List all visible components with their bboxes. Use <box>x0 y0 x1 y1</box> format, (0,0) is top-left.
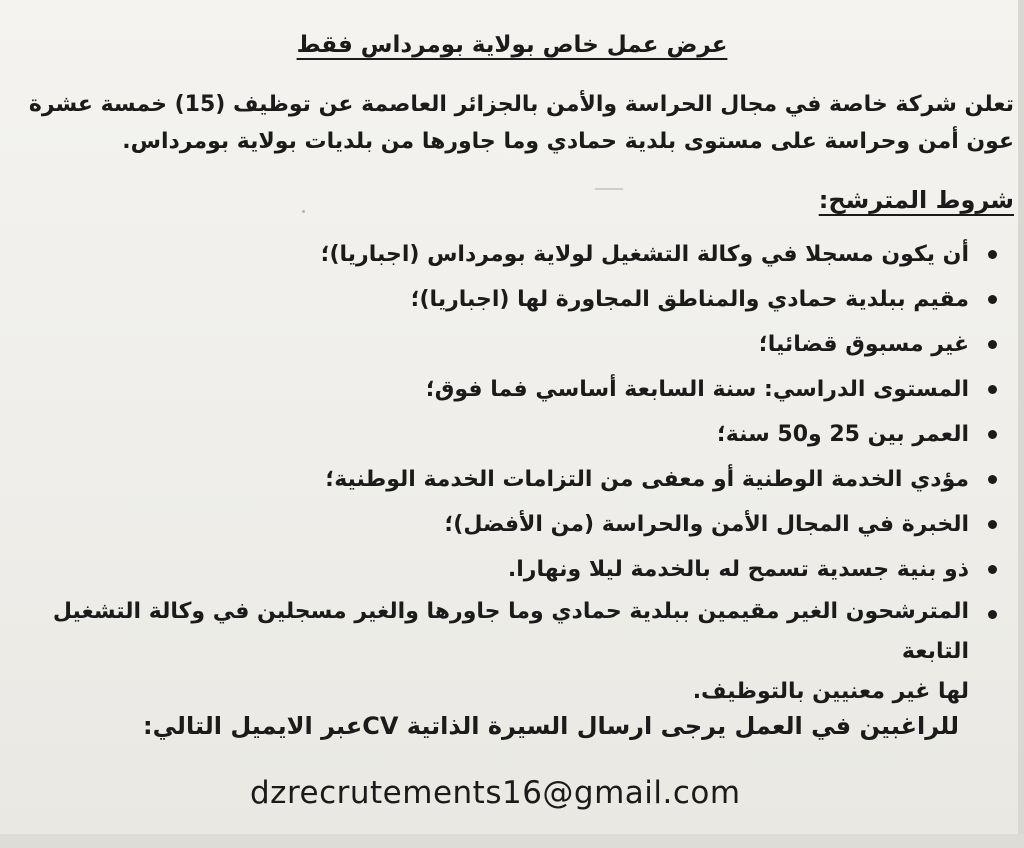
bullet-icon <box>988 520 997 529</box>
condition-text: أن يكون مسجلا في وكالة التشغيل لولاية بومرداس (اجباريا)؛ <box>320 242 969 267</box>
list-item <box>9 367 969 412</box>
condition-text: العمر بين 25 و50 سنة؛ <box>716 422 969 447</box>
bullet-icon <box>988 250 997 259</box>
bullet-icon <box>988 610 997 619</box>
apply-instructions: للراغبين في العمل يرجى ارسال السيرة الذاتية CVعبر الايميل التالي: <box>143 712 959 740</box>
page-bottom-shadow <box>0 834 1024 848</box>
condition-text: غير مسبوق قضائيا؛ <box>758 332 969 357</box>
condition-text: المستوى الدراسي: سنة السابعة أساسي فما فوق؛ <box>425 377 969 402</box>
list-item <box>9 547 969 592</box>
condition-text: المترشحون الغير مقيمين ببلدية حمادي وما جاورها والغير مسجلين في وكالة التشغيل التابعة <box>52 599 969 664</box>
list-item <box>9 502 969 547</box>
condition-text: الخبرة في المجال الأمن والحراسة (من الأفضل)؛ <box>444 512 969 537</box>
intro-paragraph <box>14 86 1014 160</box>
scan-artifact <box>302 210 305 213</box>
scan-artifact <box>595 188 623 190</box>
list-item <box>9 322 969 367</box>
page-edge-shadow <box>1018 0 1024 848</box>
list-item <box>9 277 969 322</box>
bullet-icon <box>988 475 997 484</box>
list-item <box>9 592 969 712</box>
list-item <box>9 412 969 457</box>
intro-line-1: تعلن شركة خاصة في مجال الحراسة والأمن بالجزائر العاصمة عن توظيف (15) خمسة عشرة <box>28 92 1014 117</box>
condition-text: مقيم ببلدية حمادي والمناطق المجاورة لها (اجباريا)؛ <box>410 287 969 312</box>
bullet-icon <box>988 295 997 304</box>
conditions-heading: شروط المترشح: <box>818 186 1014 214</box>
condition-text: ذو بنية جسدية تسمح له بالخدمة ليلا ونهارا. <box>507 557 969 582</box>
bullet-icon <box>988 430 997 439</box>
bullet-icon <box>988 340 997 349</box>
list-item <box>9 457 969 502</box>
conditions-list <box>9 232 969 712</box>
bullet-icon <box>988 385 997 394</box>
list-item <box>9 232 969 277</box>
intro-line-2: عون أمن وحراسة على مستوى بلدية حمادي وما جاورها من بلديات بولاية بومرداس. <box>122 129 1014 154</box>
condition-continuation: لها غير معنيين بالتوظيف. <box>692 679 969 704</box>
condition-text: مؤدي الخدمة الوطنية أو معفى من التزامات الخدمة الوطنية؛ <box>325 467 969 492</box>
contact-email: dzrecrutements16@gmail.com <box>250 775 741 811</box>
page-title: عرض عمل خاص بولاية بومرداس فقط <box>296 32 728 58</box>
bullet-icon <box>988 565 997 574</box>
